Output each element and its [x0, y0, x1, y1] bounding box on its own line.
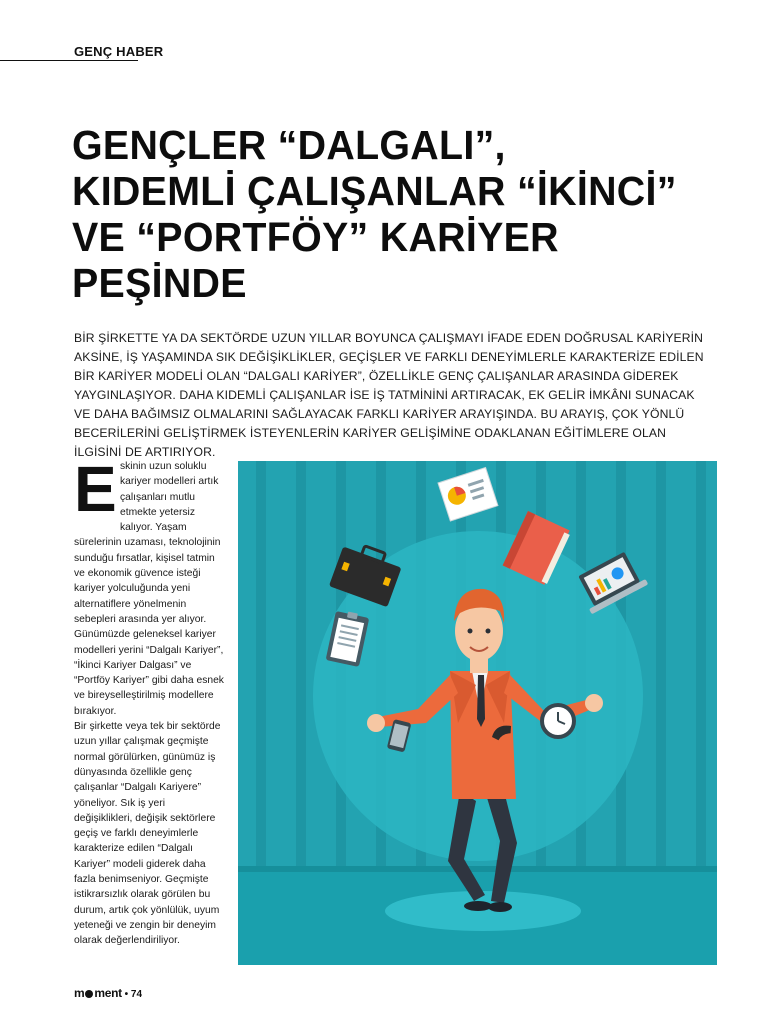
lead-paragraph: BİR ŞİRKETTE YA DA SEKTÖRDE UZUN YILLAR BOYUNCA ÇALIŞMAYI İFADE EDEN DOĞRUSAL KARİYERİN AKSİNE, İŞ YAŞAMINDA SIK DEĞİŞİKLİKLER, GEÇİŞLER VE FARKLI DENEYİMLERLE KARAKTERİZE EDİLEN BİR KARİYER MODELİ OLAN “DALGALI KARİYER”, ÖZELLİKLE GENÇ ÇALIŞANLAR ARASINDA GİDEREK YAYGINLAŞIYOR. DAHA KIDEMLİ ÇALIŞANLAR İSE İŞ TATMİNİNİ ARTIRACAK, EK GELİR İMKÂNI SUNACAK VE DAHA BAĞIMSIZ OLMALARINI SAĞLAYACAK FARKLI KARİYER ARAYIŞINDA. BU ARAYIŞ, ÇOK YÖNLÜ BECERİLERİNİ GELİŞTİRMEK İSTEYENLERİN KARİYER GELİŞİMİNE ODAKLANAN EĞİTİMLERE OLAN İLGİSİNİ DE ARTIRIYOR. [74, 331, 704, 459]
body-text-column [74, 453, 224, 949]
body-paragraph-1: skinin uzun soluklu kariyer modelleri artık çalışanları mutlu etmekte yetersiz kalıyor. Yaşam sürelerinin uzaması, teknolojinin sunduğu fırsatlar, kişisel tatmin ve ekonomik güvence isteği kariyer yolculuğunda yeni alternatiflere yönelmenin sebepleri arasında yer alıyor. Günümüzde geleneksel kariyer modelleri yerini “Dalgalı Kariyer”, “İkinci Kariyer Dalgası” ve “Portföy Kariyer” gibi daha esnek ve bireyselleştirilmiş modellere bırakıyor. [74, 461, 224, 717]
headline-line-3: VE “PORTFÖY” KARİYER [72, 214, 559, 260]
clock-icon [542, 705, 574, 737]
headline [72, 122, 706, 306]
magazine-logo: m ment [74, 986, 122, 1000]
drop-cap: E [74, 453, 117, 525]
section-label: GENÇ HABER [74, 44, 164, 59]
section-divider [0, 60, 138, 61]
headline-line-4: PEŞİNDE [72, 260, 247, 306]
juggling-businessman-illustration [238, 461, 717, 965]
footer-bullet: • [124, 989, 131, 1000]
body-paragraph-2: Bir şirkette veya tek bir sektörde uzun yıllar çalışmak geçmişte normal görülürken, günümüz iş dünyasında özellikle genç çalışanlar “Dalgalı Kariyere” yöneliyor. Sık iş yeri değişiklikleri, değişik sektörlere geçiş ve farklı deneyimlerle karakterize edilen “Dalgalı Kariyer” modeli giderek daha fazla benimseniyor. Geçmişte istikrarsızlık olarak görülen bu durum, artık çok yönlülük, uyum yeteneği ve zengin bir deneyim olarak değerlendiriliyor. [74, 721, 221, 947]
headline-line-1: GENÇLER “DALGALI”, [72, 122, 506, 168]
logo-dot-icon [85, 990, 93, 998]
page-number: 74 [130, 989, 143, 1000]
headline-line-2: KIDEMLİ ÇALIŞANLAR “İKİNCİ” [72, 168, 677, 214]
page-footer [74, 986, 142, 1000]
